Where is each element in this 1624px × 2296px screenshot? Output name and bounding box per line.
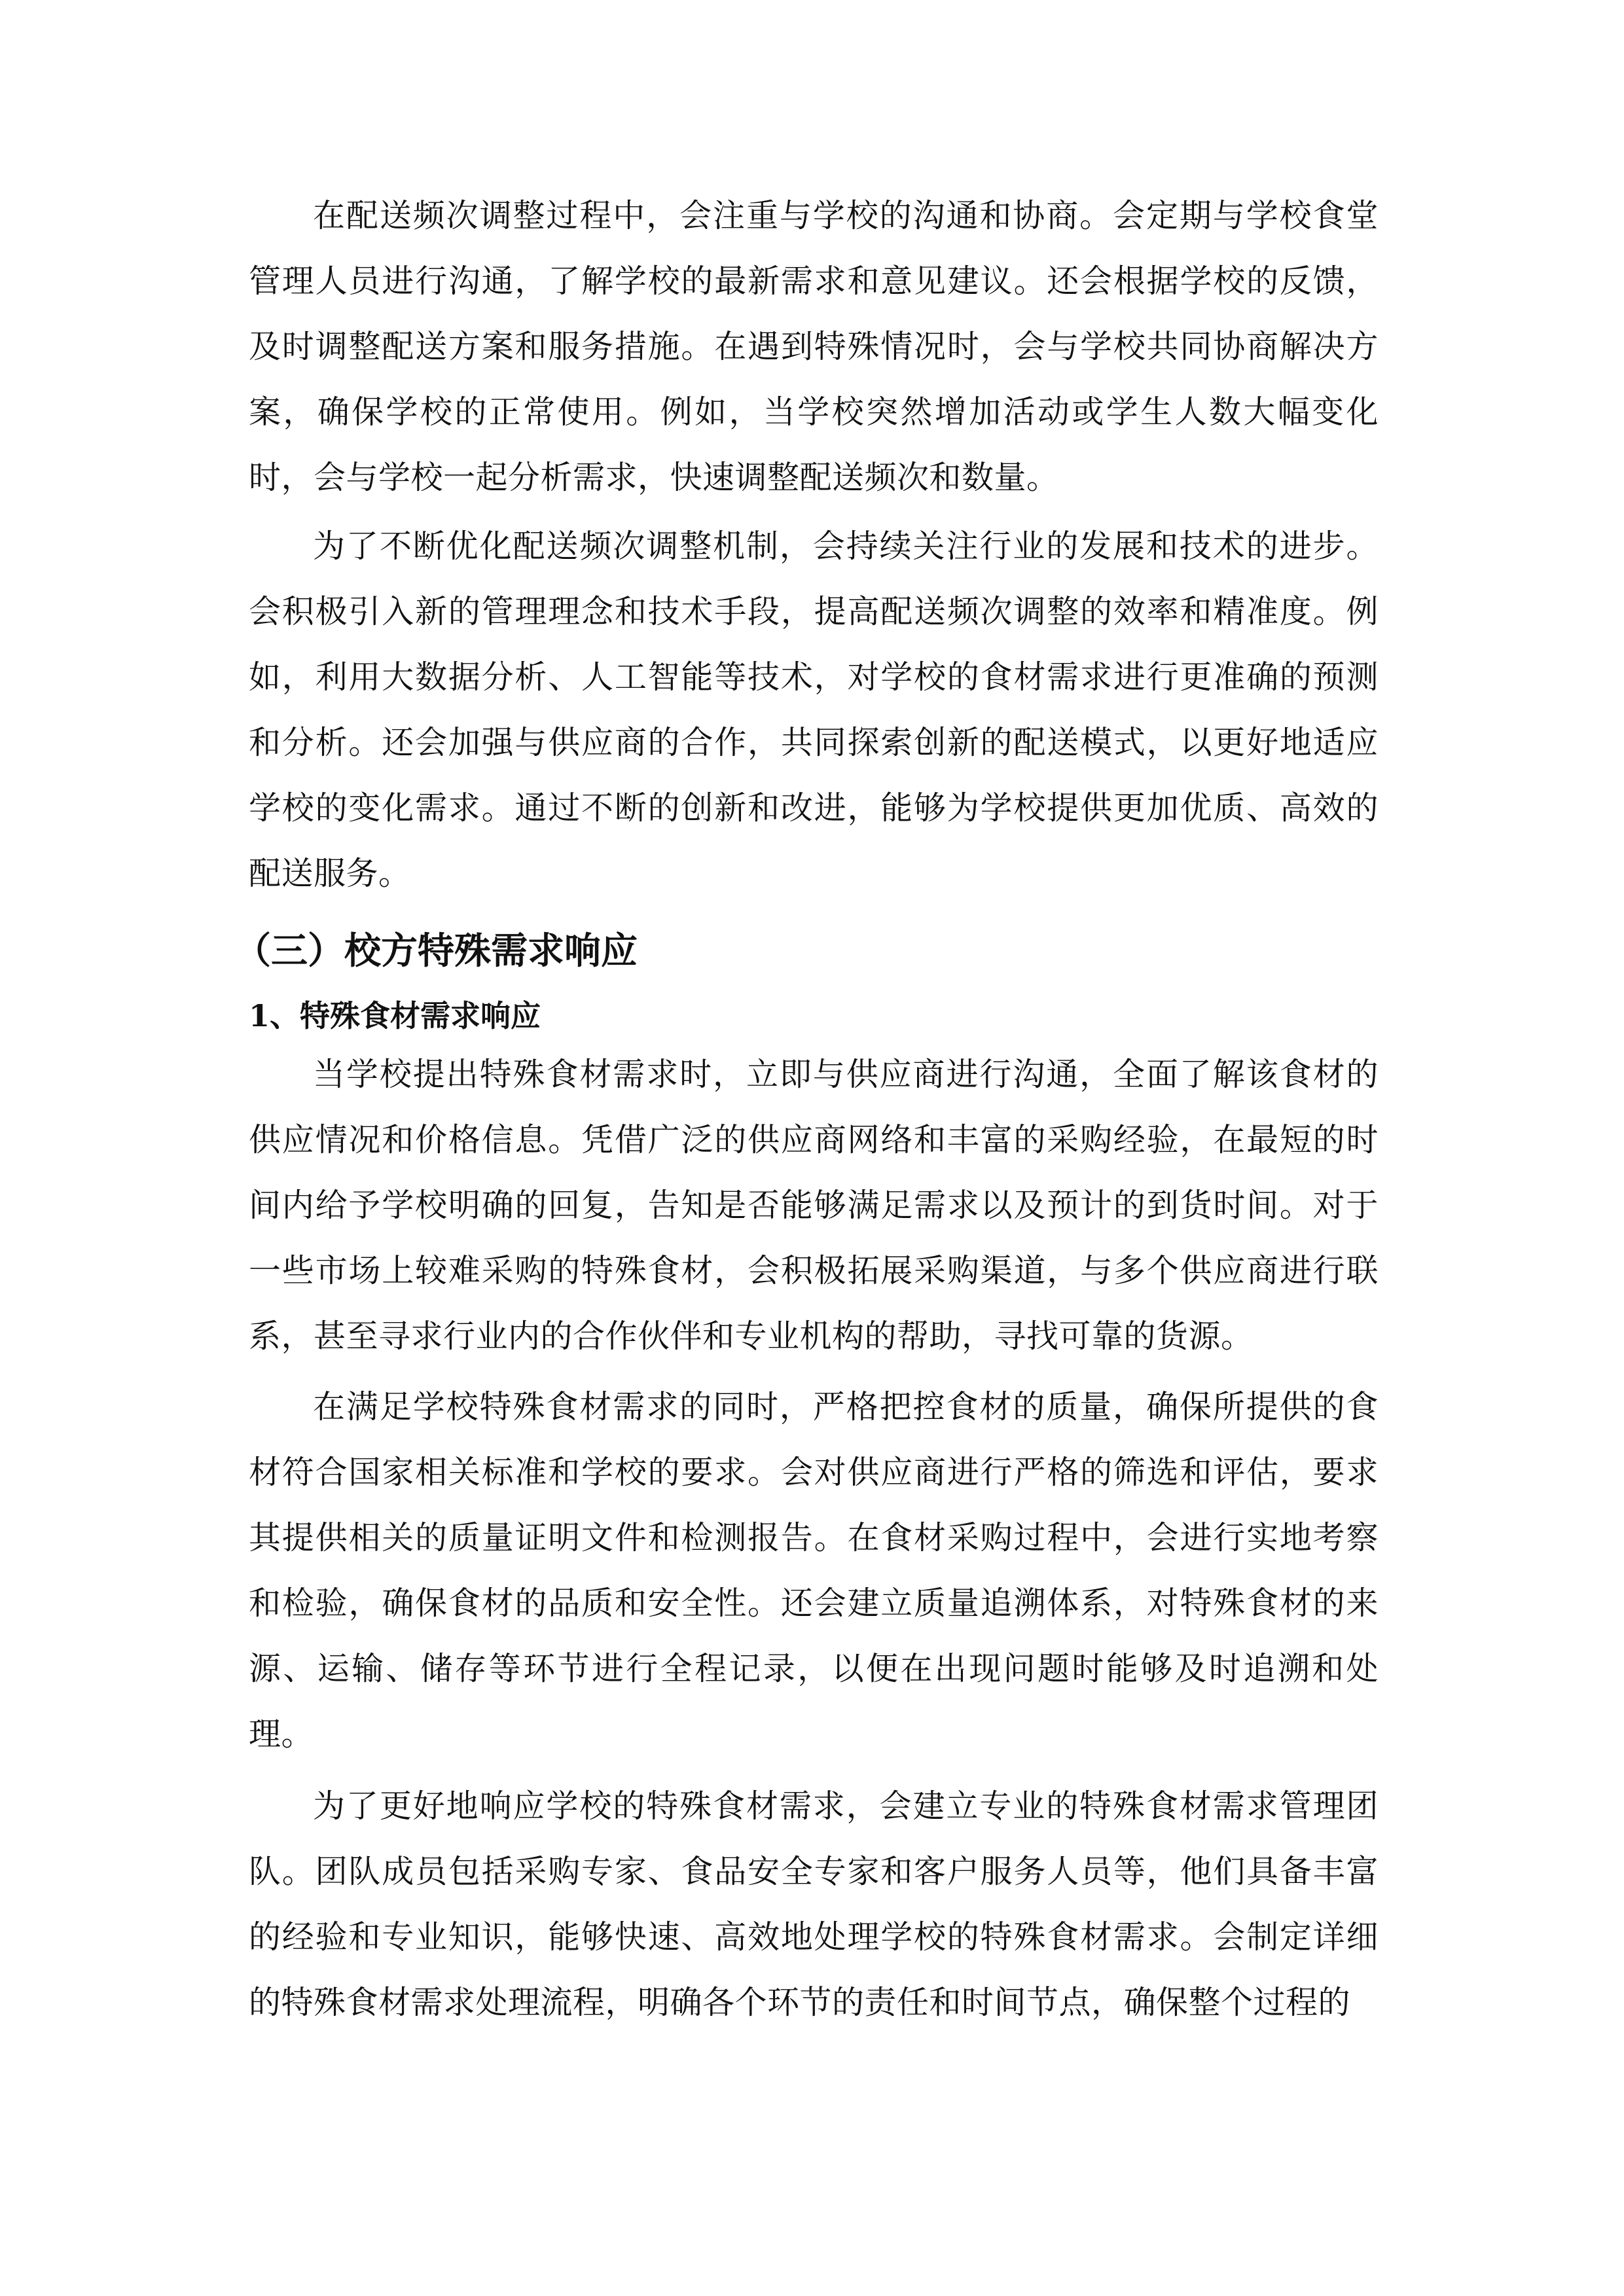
paragraph-delivery-optimization: 为了不断优化配送频次调整机制，会持续关注行业的发展和技术的进步。会积极引入新的管理理念和技术手段，提高配送频次调整的效率和精准度。例如，利用大数据分析、人工智能等技术，对学校的食材需求进行更准确的预测和分析。还会加强与供应商的合作，共同探索创新的配送模式，以更好地适应学校的变化需求。通过不断的创新和改进，能够为学校提供更加优质、高效的配送服务。 — [249, 528, 1379, 892]
paragraph-delivery-communication: 在配送频次调整过程中，会注重与学校的沟通和协商。会定期与学校食堂管理人员进行沟通，了解学校的最新需求和意见建议。还会根据学校的反馈，及时调整配送方案和服务措施。在遇到特殊情况时，会与学校共同协商解决方案，确保学校的正常使用。例如，当学校突然增加活动或学生人数大幅变化时，会与学校一起分析需求，快速调整配送频次和数量。 — [249, 197, 1379, 496]
paragraph-special-request-response: 当学校提出特殊食材需求时，立即与供应商进行沟通，全面了解该食材的供应情况和价格信息。凭借广泛的供应商网络和丰富的采购经验，在最短的时间内给予学校明确的回复，告知是否能够满足需求以及预计的到货时间。对于一些市场上较难采购的特殊食材，会积极拓展采购渠道，与多个供应商进行联系，甚至寻求行业内的合作伙伴和专业机构的帮助，寻找可靠的货源。 — [249, 1056, 1379, 1355]
paragraph-management-team: 为了更好地响应学校的特殊食材需求，会建立专业的特殊食材需求管理团队。团队成员包括采购专家、食品安全专家和客户服务人员等，他们具备丰富的经验和专业知识，能够快速、高效地处理学校的特殊食材需求。会制定详细的特殊食材需求处理流程，明确各个环节的责任和时间节点，确保整个过程的 — [249, 1787, 1379, 2021]
paragraph-quality-control: 在满足学校特殊食材需求的同时，严格把控食材的质量，确保所提供的食材符合国家相关标准和学校的要求。会对供应商进行严格的筛选和评估，要求其提供相关的质量证明文件和检测报告。在食材采购过程中，会进行实地考察和检验，确保食材的品质和安全性。还会建立质量追溯体系，对特殊食材的来源、运输、储存等环节进行全程记录，以便在出现问题时能够及时追溯和处理。 — [249, 1388, 1379, 1753]
subsection-heading: 1、特殊食材需求响应 — [249, 998, 541, 1033]
section-heading: （三）校方特殊需求响应 — [234, 929, 638, 973]
